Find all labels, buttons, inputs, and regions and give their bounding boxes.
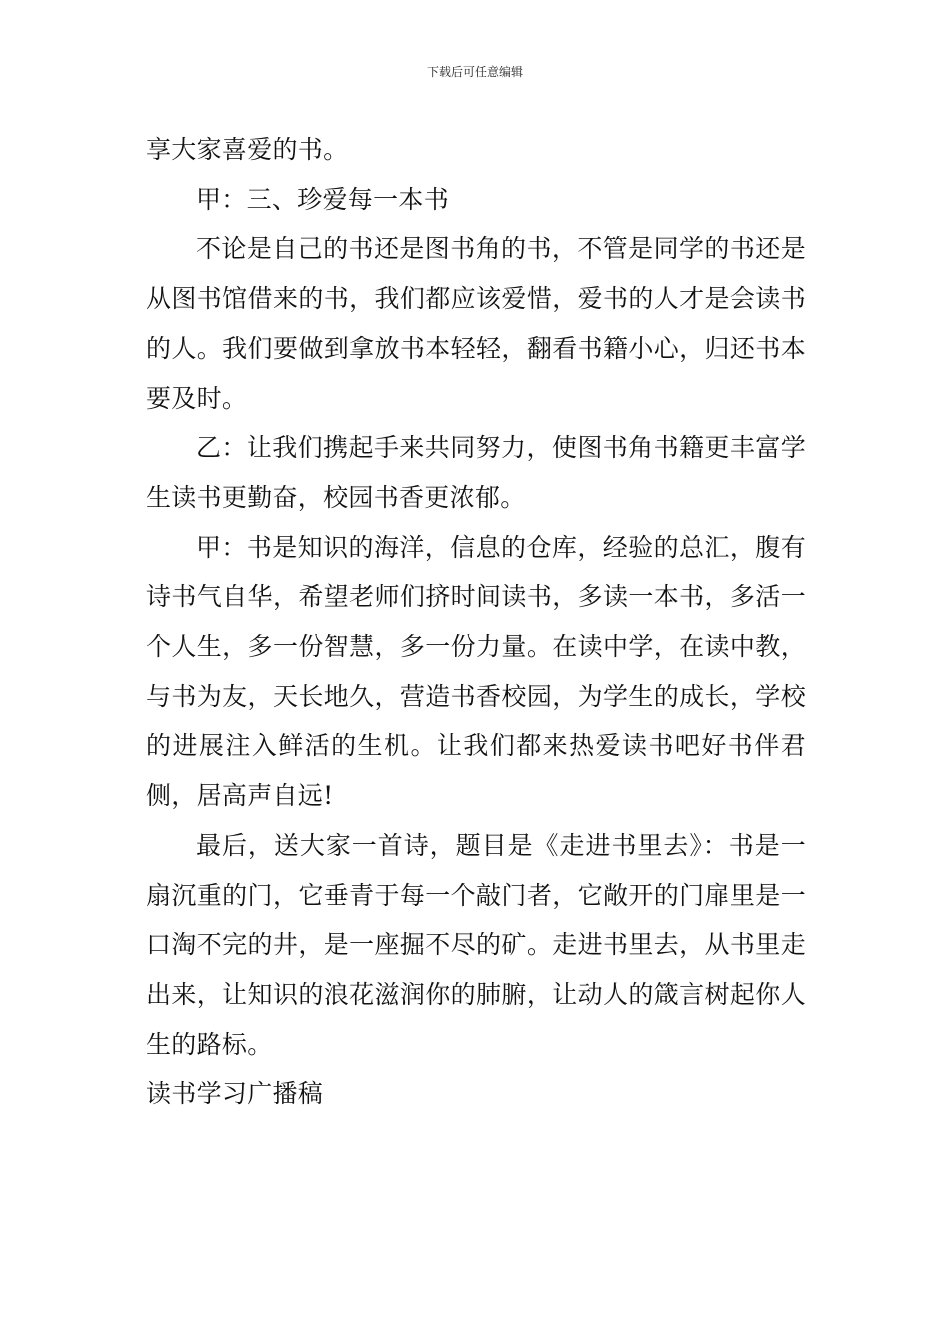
document-body: [146, 125, 806, 1119]
paragraph-6: 最后，送大家一首诗，题目是《走进书里去》：书是一扇沉重的门，它垂青于每一个敲门者，它敞开的门扉里是一口淘不完的井，是一座掘不尽的矿。走进书里去，从书里走出来，让知识的浪花滋润你的肺腑，让动人的箴言树起你人生的路标。: [146, 830, 806, 1059]
paragraph-2: 甲：三、珍爱每一本书: [196, 184, 450, 214]
paragraph-3: 不论是自己的书还是图书角的书，不管是同学的书还是从图书馆借来的书，我们都应该爱惜，爱书的人才是会读书的人。我们要做到拿放书本轻轻，翻看书籍小心，归还书本要及时。: [146, 234, 806, 413]
paragraph-1: 享大家喜爱的书。: [146, 135, 349, 164]
page-header-note: 下载后可任意编辑: [426, 65, 523, 79]
document-title-footer: 读书学习广播稿: [146, 1079, 324, 1109]
paragraph-5: 甲：书是知识的海洋，信息的仓库，经验的总汇，腹有诗书气自华，希望老师们挤时间读书，多读一本书，多活一个人生，多一份智慧，多一份力量。在读中学，在读中教，与书为友，天长地久，营造书香校园，为学生的成长，学校的进展注入鲜活的生机。让我们都来热爱读书吧好书伴君侧，居高声自远!: [146, 532, 806, 811]
paragraph-4: 乙：让我们携起手来共同努力，使图书角书籍更丰富学生读书更勤奋，校园书香更浓郁。: [146, 433, 806, 512]
